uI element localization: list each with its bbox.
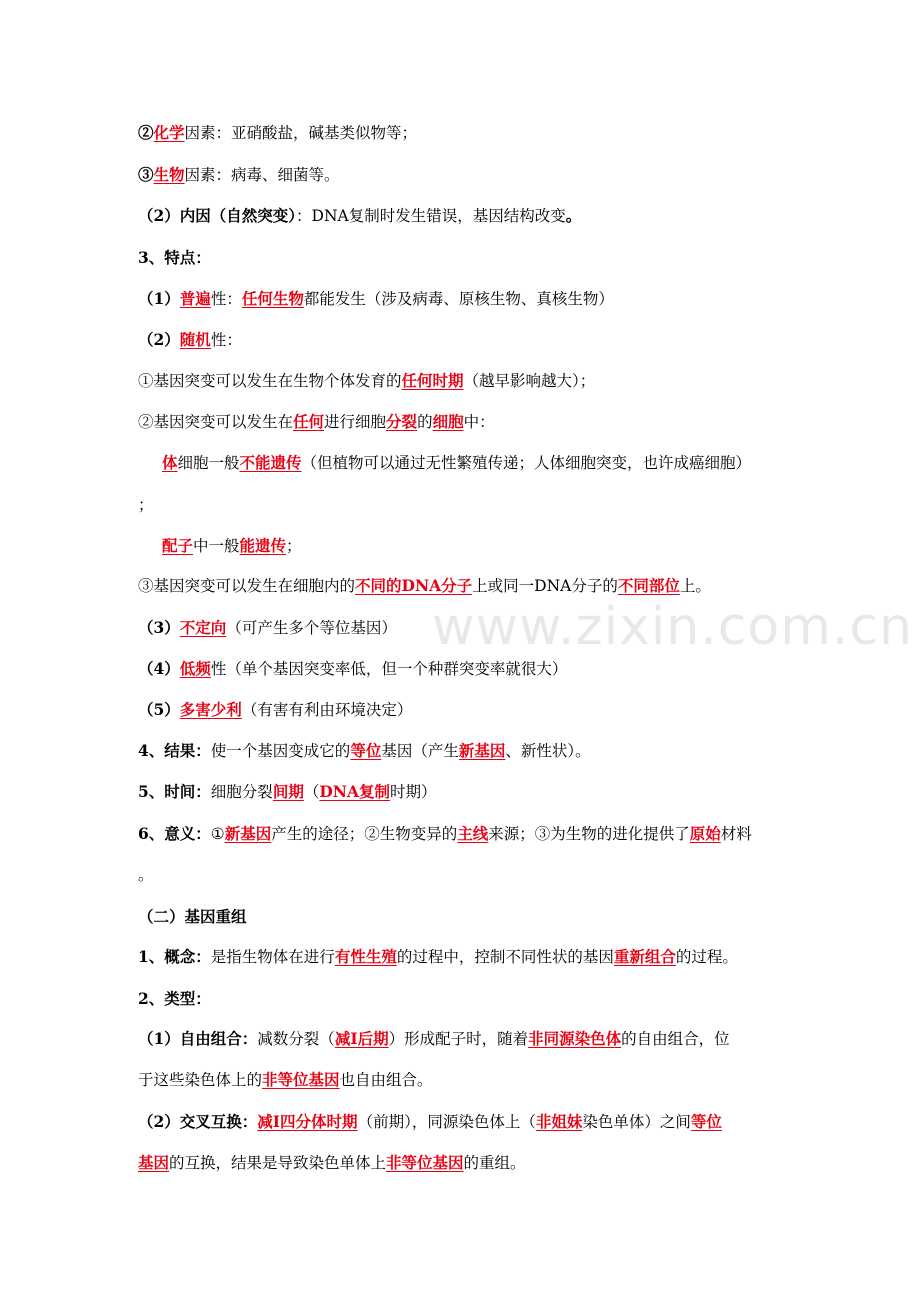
text-line — [138, 370, 595, 392]
body-text: 细胞分裂 — [210, 783, 273, 801]
body-text: 都能发生（涉及病毒、原核生物、真核生物） — [303, 290, 614, 308]
highlighted-term: 基因 — [138, 1153, 170, 1172]
highlighted-term: 主线 — [457, 824, 489, 843]
bold-text: （2）交叉互换： — [138, 1112, 258, 1131]
body-text: ②基因突变可以发生在 — [138, 413, 294, 431]
highlighted-term: 减Ⅰ四分体时期 — [257, 1112, 358, 1131]
body-text: （ — [303, 783, 320, 801]
bold-text: （二）基因重组 — [138, 907, 247, 926]
body-text: 产生的途径；②生物变异的 — [271, 825, 458, 843]
bold-text: ③ — [138, 165, 154, 184]
body-text: （前期），同源染色体上（ — [357, 1113, 536, 1131]
body-text: 使一个基因变成它的 — [210, 742, 351, 760]
body-text: ③基因突变可以发生在细胞内的 — [138, 577, 356, 595]
body-text: （越早影响越大）； — [463, 372, 596, 390]
bold-text: （2） — [138, 330, 180, 349]
highlighted-term: 不定向 — [179, 618, 227, 637]
bold-text: 。 — [565, 206, 582, 225]
text-line — [138, 329, 242, 351]
text-line — [138, 781, 437, 803]
body-text: 中一般 — [193, 537, 240, 555]
highlighted-term: 减Ⅰ后期 — [334, 1029, 389, 1048]
highlighted-term: 等位 — [690, 1112, 722, 1131]
body-text: 来源；③为生物的进化提供了 — [488, 825, 690, 843]
body-text: 于这些染色体上的 — [138, 1071, 263, 1089]
body-text: （可产生多个等位基因） — [226, 619, 397, 637]
bold-text: （1） — [138, 289, 180, 308]
bold-text: 3、特点： — [138, 248, 211, 267]
bold-text: 4、结果： — [138, 741, 211, 760]
bold-text: 5、时间： — [138, 782, 211, 801]
body-text: （有害有利由环境决定） — [241, 701, 413, 719]
text-line — [138, 740, 591, 762]
highlighted-term: 有性生殖 — [334, 947, 397, 966]
highlighted-term: 低频 — [179, 659, 211, 678]
highlighted-term: 多害少利 — [179, 700, 242, 719]
body-text: ； — [286, 537, 302, 555]
body-text: 的 — [417, 413, 433, 431]
text-line — [138, 122, 417, 144]
text-line — [138, 946, 738, 968]
body-text: 的自由组合，位 — [621, 1030, 730, 1048]
body-text: 的过程。 — [675, 948, 738, 966]
highlighted-term: 配子 — [162, 536, 194, 555]
text-line — [138, 658, 567, 680]
highlighted-term: 不能遗传 — [239, 453, 302, 472]
text-line — [138, 164, 340, 186]
body-text: ：DNA复制时发生错误，基因结构改变 — [296, 207, 566, 225]
text-line — [138, 1069, 433, 1091]
body-text: 基因（产生 — [381, 742, 459, 760]
text-line — [138, 699, 412, 721]
text-line — [138, 411, 495, 433]
bold-text: ② — [138, 123, 154, 142]
body-text: 时期） — [389, 783, 437, 801]
highlighted-term: 新基因 — [224, 824, 272, 843]
body-text: 性： — [210, 290, 242, 308]
section-heading — [138, 906, 247, 928]
highlighted-term: 体 — [162, 453, 178, 472]
highlighted-term: 任何时期 — [401, 371, 464, 390]
highlighted-term: 分裂 — [386, 412, 418, 431]
section-heading — [138, 988, 211, 1010]
body-text: ； — [138, 496, 154, 514]
text-line — [138, 864, 154, 886]
highlighted-term: 不同部位 — [617, 576, 680, 595]
body-text: 材料 — [720, 825, 752, 843]
highlighted-term: 原始 — [689, 824, 721, 843]
highlighted-term: 非等位基因 — [262, 1070, 340, 1089]
text-line — [138, 1111, 722, 1133]
bold-text: 1、概念： — [138, 947, 211, 966]
highlighted-term: 细胞 — [432, 412, 464, 431]
text-line — [162, 452, 751, 474]
body-text: 的过程中，控制不同性状的基因 — [396, 948, 614, 966]
body-text: 染色单体）之间 — [582, 1113, 691, 1131]
highlighted-term: 重新组合 — [613, 947, 676, 966]
body-text: 。 — [138, 866, 154, 884]
body-text: （但植物可以通过无性繁殖传递；人体细胞突变，也许成癌细胞） — [301, 454, 752, 472]
bold-text: 2、类型： — [138, 989, 211, 1008]
bold-text: （4） — [138, 659, 180, 678]
highlighted-term: 生物 — [153, 165, 185, 184]
text-line — [138, 575, 711, 597]
body-text: 减数分裂（ — [257, 1030, 335, 1048]
bold-text: （5） — [138, 700, 180, 719]
bold-text: 6、意义： — [138, 824, 211, 843]
body-text: 上。 — [679, 577, 711, 595]
highlighted-term: 能遗传 — [239, 536, 287, 555]
text-line — [138, 823, 752, 845]
body-text: 细胞一般 — [177, 454, 240, 472]
body-text: 、新性状）。 — [505, 742, 591, 760]
body-text: 性： — [210, 331, 242, 349]
body-text: 性（单个基因突变率低，但一个种群突变率就很大） — [210, 660, 568, 678]
body-text: 进行细胞 — [324, 413, 387, 431]
body-text: 的互换，结果是导致染色单体上 — [169, 1154, 387, 1172]
body-text: ①基因突变可以发生在生物个体发育的 — [138, 372, 402, 390]
text-line — [138, 288, 614, 310]
body-text: 因素：病毒、细菌等。 — [184, 166, 340, 184]
highlighted-term: 非同源染色体 — [528, 1029, 622, 1048]
watermark: www.zixin.com.cn — [432, 597, 913, 657]
body-text: 的重组。 — [463, 1154, 526, 1172]
body-text: 也自由组合。 — [339, 1071, 433, 1089]
highlighted-term: 间期 — [272, 782, 304, 801]
highlighted-term: 任何生物 — [241, 289, 304, 308]
highlighted-term: 等位 — [350, 741, 382, 760]
body-text: 上或同一DNA分子的 — [472, 577, 618, 595]
highlighted-term: 新基因 — [458, 741, 506, 760]
text-line — [138, 1028, 730, 1050]
highlighted-term: 不同的DNA分子 — [355, 576, 473, 595]
highlighted-term: 非姐妹 — [535, 1112, 583, 1131]
text-line — [138, 1152, 526, 1174]
text-line — [138, 617, 397, 639]
text-line — [138, 205, 581, 227]
bold-text: （3） — [138, 618, 180, 637]
bold-text: （2）内因（自然突变） — [138, 206, 297, 225]
highlighted-term: 随机 — [179, 330, 211, 349]
body-text: 是指生物体在进行 — [210, 948, 335, 966]
highlighted-term: DNA复制 — [319, 782, 390, 801]
highlighted-term: 非等位基因 — [386, 1153, 464, 1172]
highlighted-term: 任何 — [293, 412, 325, 431]
body-text: ① — [210, 825, 225, 843]
section-heading — [138, 247, 211, 269]
body-text: ）形成配子时，随着 — [388, 1030, 529, 1048]
highlighted-term: 普遍 — [179, 289, 211, 308]
body-text: 因素：亚硝酸盐，碱基类似物等； — [184, 124, 418, 142]
highlighted-term: 化学 — [153, 123, 185, 142]
bold-text: （1）自由组合： — [138, 1029, 258, 1048]
text-line — [162, 535, 302, 557]
body-text: 中： — [463, 413, 495, 431]
text-line — [138, 494, 154, 516]
